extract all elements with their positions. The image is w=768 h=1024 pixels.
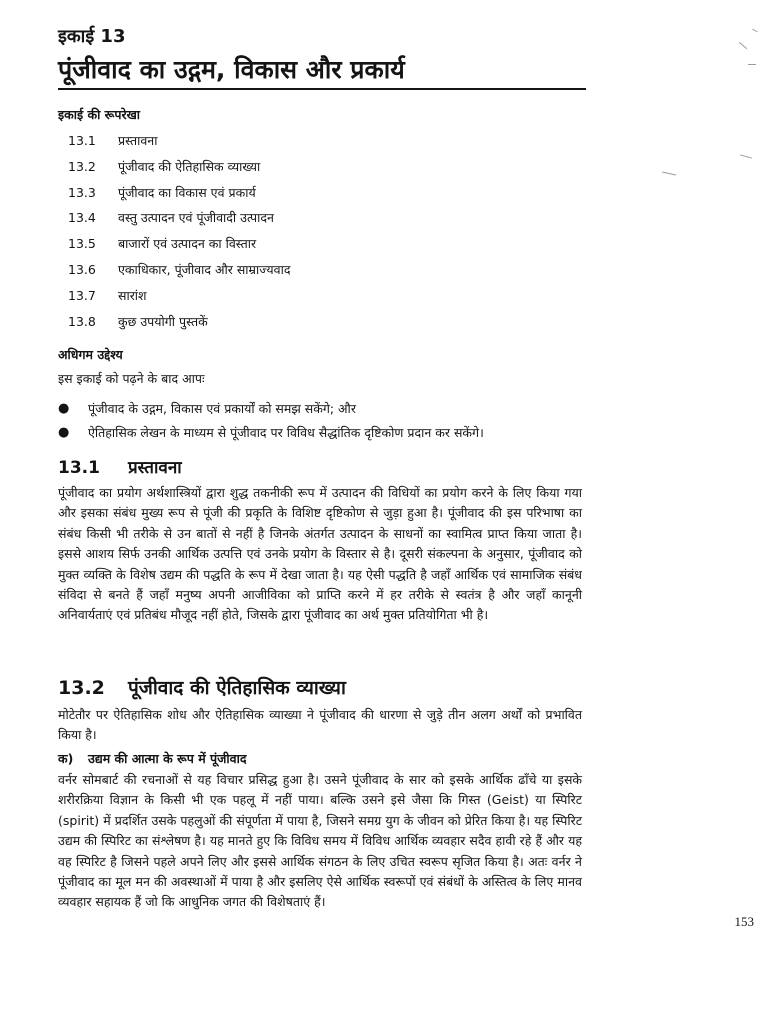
subsection-paragraph: वर्नर सोमबार्ट की रचनाओं से यह विचार प्रसिद्ध हुआ है। उसने पूंजीवाद के सार को इसके आर्थिक ढाँचे या इसके शरीरक्रिया विज्ञान के किसी भी एक पहलू में नहीं पाया। बल्कि उसने इसे जैसा कि गिस्त (Geist) या स्पिरिट (spirit) में प्रदर्शित उसके पहलुओं की संपूर्णता में पाया है, जिसने समग्र युग के जीवन को प्रेरित किया है। यह स्पिरिट उद्यम की स्पिरिट का संश्लेषण है। यह मानते हुए कि विविध समय में विविध आर्थिक व्यवहार सदैव हावी रहे हैं और यह वह स्पिरिट है जिसने पहले अपने लिए और इससे आर्थिक संगठन के लिए उचित स्वरूप सृजित किया है। अतः वर्नर ने पूंजीवाद का मूल मन की अवस्थाओं में पाया है और इसलिए ऐसे आर्थिक स्वरूपों एवं संबंधों के अस्तित्व के लिए मानव व्यवहार सहायक हैं जो कि आधुनिक जगत की विशेषताएं हैं। <box>58 772 582 910</box>
outline-item <box>68 205 588 231</box>
outline-item-label: पूंजीवाद की ऐतिहासिक व्याख्या <box>118 158 261 174</box>
outline-item-label: प्रस्तावना <box>118 133 158 148</box>
outline-item-number: 13.8 <box>68 313 96 329</box>
section-paragraph: मोटेतौर पर ऐतिहासिक शोध और ऐतिहासिक व्याख्या ने पूंजीवाद की धारणा से जुड़े तीन अलग अर्थों को प्रभावित किया है। <box>58 707 582 743</box>
scan-mark <box>740 154 752 158</box>
section-paragraph: पूंजीवाद का प्रयोग अर्थशास्त्रियों द्वारा शुद्ध तकनीकी रूप में उत्पादन की विधियों का प्रयोग करने के लिए किया गया और इसका संबंध मुख्य रूप से पूंजी की प्रकृति के विशिष्ट दृष्टिकोण से जुड़ा हुआ है। पूंजीवाद की इस परिभाषा का संबंध किसी भी तरीके से उन बातों से नहीं है जिनके अंतर्गत उत्पादन के साधनों का स्वामित्व प्राप्त किया जाता है। इससे आशय सिर्फ उनकी आर्थिक उत्पत्ति एवं उनके प्रयोग के विस्तार से है। दूसरी संकल्पना के अनुसार, पूंजीवाद को मुक्त व्यक्ति के विशेष उद्यम की पद्धति के रूप में देखा जाता है। यह ऐसी पद्धति है जहाँ आर्थिक एवं सामाजिक संबंध संविदा से बनते हैं जहाँ मनुष्य अपनी आजीविका को प्राप्ति करने में हर तरीके से स्वतंत्र है और जहाँ कानूनी अनिवार्यताएं एवं प्रतिबंध मौजूद नहीं होते, जिसके द्वारा पूंजीवाद का अर्थ मुक्त प्रतियोगिता भी है। <box>58 485 582 623</box>
unit-label: इकाई 13 <box>58 26 126 47</box>
outline-item <box>68 257 588 283</box>
objective-text: पूंजीवाद के उद्गम, विकास एवं प्रकार्यों को समझ सकेंगे; और <box>88 401 356 416</box>
outline-item-number: 13.2 <box>68 158 96 174</box>
outline-item-label: पूंजीवाद का विकास एवं प्रकार्य <box>118 184 256 200</box>
outline-item-number: 13.1 <box>68 133 96 148</box>
outline-item-number: 13.6 <box>68 261 96 277</box>
outline-heading: इकाई की रूपरेखा <box>58 107 141 122</box>
section-title: प्रस्तावना <box>128 458 182 478</box>
scan-mark <box>748 64 756 65</box>
outline-item <box>68 283 588 309</box>
objectives-intro: इस इकाई को पढ़ने के बाद आपः <box>58 371 205 386</box>
objectives-heading: अधिगम उद्देश्य <box>58 347 123 362</box>
section-title: पूंजीवाद की ऐतिहासिक व्याख्या <box>128 677 346 699</box>
subsection-marker: क) <box>58 751 74 766</box>
scan-mark <box>662 172 676 176</box>
scan-mark <box>752 29 758 33</box>
objective-item <box>58 421 598 445</box>
outline-item-number: 13.4 <box>68 210 96 226</box>
subsection-heading <box>58 750 246 767</box>
outline-item <box>68 309 588 335</box>
outline-item-label: कुछ उपयोगी पुस्तकें <box>118 313 208 329</box>
objective-text: ऐतिहासिक लेखन के माध्यम से पूंजीवाद पर विविध सैद्धांतिक दृष्टिकोण प्रदान कर सकेंगे। <box>88 425 484 440</box>
outline-item-label: सारांश <box>118 287 147 303</box>
page-number: 153 <box>734 914 754 929</box>
subsection-title: उद्यम की आत्मा के रूप में पूंजीवाद <box>88 751 247 766</box>
page-title: पूंजीवाद का उद्गम, विकास और प्रकार्य <box>58 55 405 84</box>
outline-item-label: एकाधिकार, पूंजीवाद और साम्राज्यवाद <box>118 261 291 277</box>
outline-item <box>68 154 588 180</box>
bullet-icon: ● <box>58 425 70 440</box>
outline-item <box>68 128 588 154</box>
section-heading <box>58 674 346 700</box>
objectives-list <box>58 397 598 445</box>
outline-item <box>68 180 588 206</box>
outline-item-number: 13.3 <box>68 184 96 200</box>
bullet-icon: ● <box>58 401 70 416</box>
section-heading <box>58 455 182 478</box>
outline-item-number: 13.5 <box>68 236 96 252</box>
outline-item <box>68 231 588 257</box>
outline-item-label: वस्तु उत्पादन एवं पूंजीवादी उत्पादन <box>118 210 274 226</box>
outline-item-number: 13.7 <box>68 287 96 303</box>
section-number: 13.1 <box>58 458 100 478</box>
scan-mark <box>739 42 747 49</box>
title-underline <box>58 88 586 90</box>
objective-item <box>58 397 598 421</box>
outline-list <box>68 128 588 334</box>
outline-item-label: बाजारों एवं उत्पादन का विस्तार <box>118 236 257 252</box>
section-number: 13.2 <box>58 677 105 699</box>
